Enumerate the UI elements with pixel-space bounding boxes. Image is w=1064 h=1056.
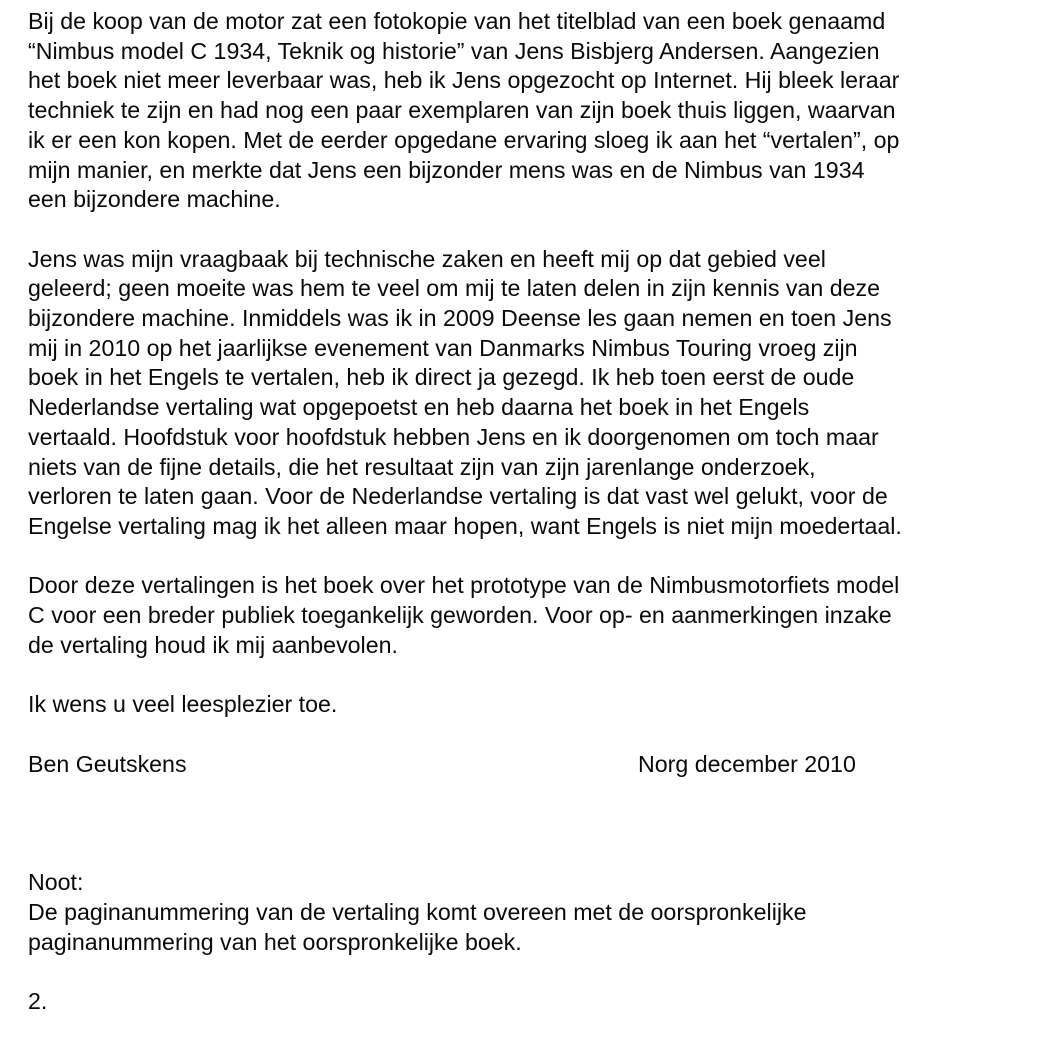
- signature-place-date: Norg december 2010: [638, 750, 856, 777]
- paragraph-intro: [28, 7, 1064, 215]
- text-line: Ik wens u veel leesplezier toe.: [28, 691, 338, 718]
- text-line: de vertaling houd ik mij aanbevolen.: [28, 631, 398, 658]
- paragraph-audience: [28, 571, 1064, 660]
- text-line: C voor een breder publiek toegankelijk geworden. Voor op- en aanmerkingen inzake: [28, 602, 892, 629]
- text-line: geleerd; geen moeite was hem te veel om mij te laten delen in zijn kennis van deze: [28, 275, 880, 302]
- text-line: vertaald. Hoofdstuk voor hoofdstuk hebben Jens en ik doorgenomen om toch maar: [28, 423, 879, 450]
- text-line: niets van de fijne details, die het resultaat zijn van zijn jarenlange onderzoek,: [28, 453, 816, 480]
- text-line: het boek niet meer leverbaar was, heb ik Jens opgezocht op Internet. Hij bleek leraar: [28, 67, 900, 94]
- note: [28, 868, 1064, 957]
- text-line: “Nimbus model C 1934, Teknik og historie” van Jens Bisbjerg Andersen. Aangezien: [28, 37, 880, 64]
- text-line: Nederlandse vertaling wat opgepoetst en heb daarna het boek in het Engels: [28, 394, 810, 421]
- text-line: verloren te laten gaan. Voor de Nederlandse vertaling is dat vast wel gelukt, voor de: [28, 483, 888, 510]
- text-line: bijzondere machine. Inmiddels was ik in 2009 Deense les gaan nemen en toen Jens: [28, 305, 892, 332]
- text-line: Engelse vertaling mag ik het alleen maar hopen, want Engels is niet mijn moedertaal.: [28, 512, 902, 539]
- text-line: Bij de koop van de motor zat een fotokopie van het titelblad van een boek genaamd: [28, 8, 886, 34]
- text-line: ik er een kon kopen. Met de eerder opgedane ervaring sloeg ik aan het “vertalen”, op: [28, 126, 900, 153]
- text-line: techniek te zijn en had nog een paar exemplaren van zijn boek thuis liggen, waarvan: [28, 97, 896, 124]
- text-line: Jens was mijn vraagbaak bij technische zaken en heeft mij op dat gebied veel: [28, 245, 826, 272]
- text-line: Door deze vertalingen is het boek over het prototype van de Nimbusmotorfiets model: [28, 572, 900, 599]
- text-line: boek in het Engels te vertalen, heb ik direct ja gezegd. Ik heb toen eerst de oude: [28, 364, 855, 391]
- text-line: mijn manier, en merkte dat Jens een bijzonder mens was en de Nimbus van 1934: [28, 156, 865, 183]
- paragraph-translation-history: [28, 245, 1064, 542]
- text-line: De paginanummering van de vertaling komt overeen met de oorspronkelijke: [28, 898, 807, 925]
- text-line: mij in 2010 op het jaarlijkse evenement van Danmarks Nimbus Touring vroeg zijn: [28, 334, 858, 361]
- page-number-text: 2.: [28, 988, 48, 1015]
- text-line: een bijzondere machine.: [28, 186, 281, 213]
- signature: [28, 750, 1064, 780]
- note-heading: Noot:: [28, 869, 84, 896]
- signature-name: Ben Geutskens: [28, 750, 187, 777]
- text-line: paginanummering van het oorspronkelijke boek.: [28, 928, 522, 955]
- paragraph-closing: [28, 690, 1064, 720]
- page-number: [28, 987, 1064, 1017]
